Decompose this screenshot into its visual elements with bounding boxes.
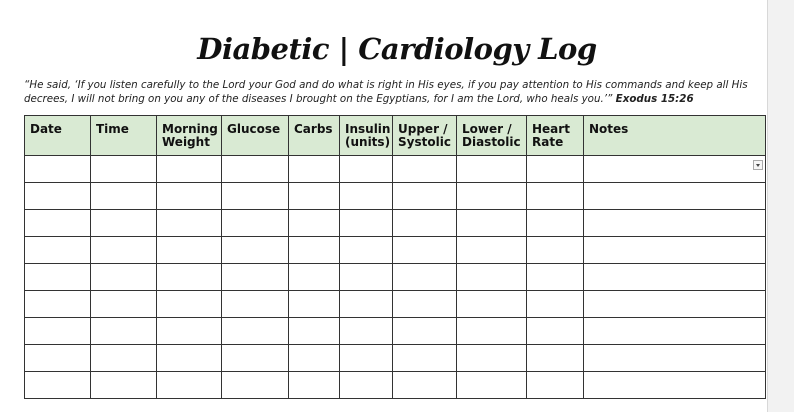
table-row <box>25 183 766 210</box>
cell-glucose[interactable] <box>222 264 289 291</box>
table-row <box>25 156 766 183</box>
cell-date[interactable] <box>25 237 91 264</box>
cell-time[interactable] <box>91 318 157 345</box>
quote-text: “He said, ‘If you listen carefully to the Lord your God and do what is right in His eyes, if you pay attention to His commands and keep all His decrees, I will not bring on you any of the diseases I brought on the Egyptians, for I am the Lord, who heals you.’” <box>24 79 748 105</box>
cell-insulin[interactable] <box>340 264 393 291</box>
cell-diastolic[interactable] <box>457 156 527 183</box>
cell-date[interactable] <box>25 183 91 210</box>
cell-time[interactable] <box>91 264 157 291</box>
cell-insulin[interactable] <box>340 237 393 264</box>
cell-morning-weight[interactable] <box>157 183 222 210</box>
column-header-notes: Notes <box>584 116 766 156</box>
table-row <box>25 345 766 372</box>
header-row <box>25 116 766 156</box>
cell-systolic[interactable] <box>393 372 457 399</box>
cell-carbs[interactable] <box>289 372 340 399</box>
table-row <box>25 264 766 291</box>
cell-morning-weight[interactable] <box>157 237 222 264</box>
cell-diastolic[interactable] <box>457 291 527 318</box>
column-header-carbs: Carbs <box>289 116 340 156</box>
cell-glucose[interactable] <box>222 372 289 399</box>
column-header-time: Time <box>91 116 157 156</box>
dropdown-arrow-icon[interactable] <box>753 160 763 170</box>
column-header-systolic: Upper / Systolic <box>393 116 457 156</box>
cell-systolic[interactable] <box>393 318 457 345</box>
column-header-glucose: Glucose <box>222 116 289 156</box>
table-row <box>25 318 766 345</box>
cell-heart-rate[interactable] <box>527 156 584 183</box>
cell-morning-weight[interactable] <box>157 291 222 318</box>
cell-diastolic[interactable] <box>457 183 527 210</box>
cell-heart-rate[interactable] <box>527 291 584 318</box>
cell-diastolic[interactable] <box>457 372 527 399</box>
page-title: Diabetic | Cardiology Log <box>197 32 597 66</box>
cell-morning-weight[interactable] <box>157 156 222 183</box>
cell-insulin[interactable] <box>340 318 393 345</box>
table-row <box>25 210 766 237</box>
cell-carbs[interactable] <box>289 183 340 210</box>
cell-systolic[interactable] <box>393 237 457 264</box>
cell-time[interactable] <box>91 291 157 318</box>
cell-glucose[interactable] <box>222 237 289 264</box>
column-header-insulin: Insulin (units) <box>340 116 393 156</box>
cell-heart-rate[interactable] <box>527 237 584 264</box>
cell-insulin[interactable] <box>340 345 393 372</box>
cell-notes[interactable] <box>584 291 766 318</box>
cell-heart-rate[interactable] <box>527 210 584 237</box>
cell-date[interactable] <box>25 291 91 318</box>
cell-glucose[interactable] <box>222 156 289 183</box>
cell-date[interactable] <box>25 318 91 345</box>
column-header-diastolic: Lower / Diastolic <box>457 116 527 156</box>
cell-date[interactable] <box>25 156 91 183</box>
cell-notes[interactable] <box>584 210 766 237</box>
table-row <box>25 372 766 399</box>
cell-heart-rate[interactable] <box>527 318 584 345</box>
cell-insulin[interactable] <box>340 210 393 237</box>
cell-time[interactable] <box>91 183 157 210</box>
cell-systolic[interactable] <box>393 345 457 372</box>
cell-systolic[interactable] <box>393 210 457 237</box>
cell-carbs[interactable] <box>289 264 340 291</box>
cell-systolic[interactable] <box>393 264 457 291</box>
quote-reference: Exodus 15:26 <box>615 93 694 105</box>
cell-heart-rate[interactable] <box>527 345 584 372</box>
cell-notes[interactable] <box>584 318 766 345</box>
cell-morning-weight[interactable] <box>157 210 222 237</box>
cell-morning-weight[interactable] <box>157 372 222 399</box>
cell-systolic[interactable] <box>393 291 457 318</box>
cell-carbs[interactable] <box>289 237 340 264</box>
cell-date[interactable] <box>25 264 91 291</box>
table-row <box>25 237 766 264</box>
cell-insulin[interactable] <box>340 372 393 399</box>
cell-diastolic[interactable] <box>457 345 527 372</box>
cell-notes[interactable] <box>584 372 766 399</box>
column-header-date: Date <box>25 116 91 156</box>
cell-time[interactable] <box>91 345 157 372</box>
cell-notes[interactable] <box>584 345 766 372</box>
cell-glucose[interactable] <box>222 291 289 318</box>
cell-diastolic[interactable] <box>457 264 527 291</box>
cell-heart-rate[interactable] <box>527 372 584 399</box>
table-row <box>25 291 766 318</box>
cell-carbs[interactable] <box>289 345 340 372</box>
cell-date[interactable] <box>25 345 91 372</box>
cell-carbs[interactable] <box>289 291 340 318</box>
cell-notes[interactable] <box>584 264 766 291</box>
cell-notes[interactable] <box>584 237 766 264</box>
column-header-morning-weight: Morning Weight <box>157 116 222 156</box>
cell-morning-weight[interactable] <box>157 318 222 345</box>
cell-heart-rate[interactable] <box>527 183 584 210</box>
scripture-quote <box>24 78 760 106</box>
cell-insulin[interactable] <box>340 291 393 318</box>
cell-heart-rate[interactable] <box>527 264 584 291</box>
cell-time[interactable] <box>91 210 157 237</box>
cell-glucose[interactable] <box>222 210 289 237</box>
cell-glucose[interactable] <box>222 345 289 372</box>
cell-insulin[interactable] <box>340 183 393 210</box>
cell-glucose[interactable] <box>222 183 289 210</box>
cell-carbs[interactable] <box>289 318 340 345</box>
cell-time[interactable] <box>91 156 157 183</box>
cell-time[interactable] <box>91 372 157 399</box>
cell-carbs[interactable] <box>289 210 340 237</box>
log-table <box>24 115 766 399</box>
cell-systolic[interactable] <box>393 156 457 183</box>
cell-morning-weight[interactable] <box>157 345 222 372</box>
cell-date[interactable] <box>25 372 91 399</box>
cell-diastolic[interactable] <box>457 237 527 264</box>
cell-carbs[interactable] <box>289 156 340 183</box>
cell-systolic[interactable] <box>393 183 457 210</box>
cell-date[interactable] <box>25 210 91 237</box>
cell-notes[interactable] <box>584 183 766 210</box>
log-table-body <box>25 156 766 399</box>
cell-diastolic[interactable] <box>457 210 527 237</box>
cell-glucose[interactable] <box>222 318 289 345</box>
cell-notes[interactable] <box>584 156 766 183</box>
cell-diastolic[interactable] <box>457 318 527 345</box>
cell-time[interactable] <box>91 237 157 264</box>
cell-insulin[interactable] <box>340 156 393 183</box>
column-header-heart-rate: Heart Rate <box>527 116 584 156</box>
cell-morning-weight[interactable] <box>157 264 222 291</box>
